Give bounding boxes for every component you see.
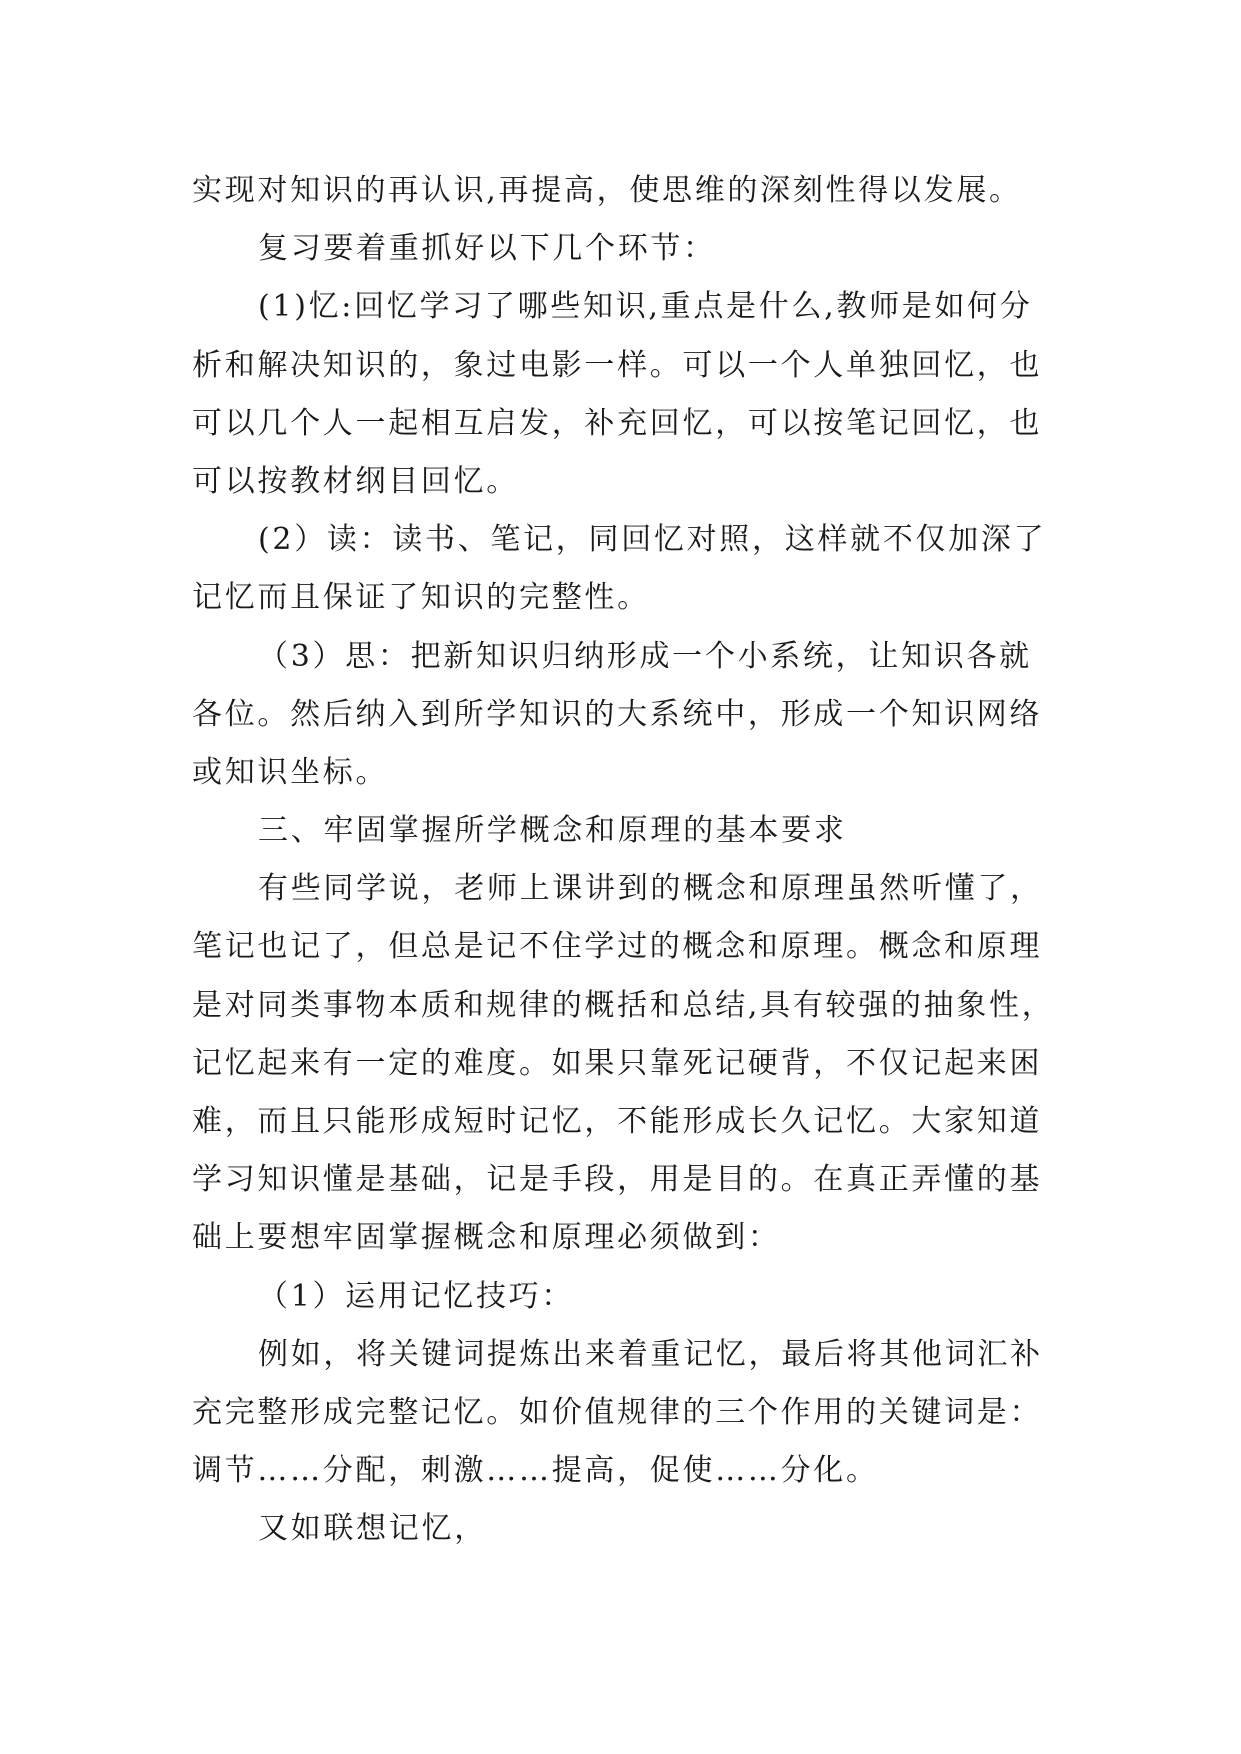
- text-line: 记忆而且保证了知识的完整性。: [192, 580, 650, 616]
- text-line: 可以几个人一起相互启发，补充回忆，可以按笔记回忆，也: [192, 405, 1043, 441]
- text-line: 笔记也记了，但总是记不住学过的概念和原理。概念和原理: [192, 929, 1043, 965]
- text-line: 学习知识懂是基础，记是手段，用是目的。在真正弄懂的基: [192, 1162, 1043, 1198]
- document-body: [192, 162, 1055, 1559]
- text-line: 例如，将关键词提炼出来着重记忆，最后将其他词汇补: [258, 1336, 1043, 1372]
- text-line: 记忆起来有一定的难度。如果只靠死记硬背，不仅记起来困: [192, 1045, 1043, 1081]
- text-line: （1）运用记忆技巧：: [258, 1278, 575, 1314]
- text-line: 或知识坐标。: [192, 754, 389, 790]
- text-line: 充完整形成完整记忆。如价值规律的三个作用的关键词是：: [192, 1394, 1043, 1430]
- text-line: 可以按教材纲目回忆。: [192, 463, 519, 499]
- text-line: 复习要着重抓好以下几个环节：: [258, 231, 716, 267]
- text-line: (2）读：读书、笔记，同回忆对照，这样就不仅加深了: [258, 522, 1047, 558]
- text-line: 调节……分配，刺激……提高，促使……分化。: [192, 1453, 879, 1489]
- section-heading: 三、牢固掌握所学概念和原理的基本要求: [258, 813, 847, 849]
- text-line: 析和解决知识的，象过电影一样。可以一个人单独回忆，也: [192, 347, 1043, 383]
- text-line: 各位。然后纳入到所学知识的大系统中，形成一个知识网络: [192, 696, 1043, 732]
- text-line: （3）思：把新知识归纳形成一个小系统，让知识各就: [258, 638, 1032, 674]
- text-line: 有些同学说，老师上课讲到的概念和原理虽然听懂了，: [258, 871, 1043, 907]
- text-line: 是对同类事物本质和规律的概括和总结,具有较强的抽象性，: [192, 987, 1055, 1023]
- text-line: 础上要想牢固掌握概念和原理必须做到：: [192, 1220, 781, 1256]
- text-line: 难，而且只能形成短时记忆，不能形成长久记忆。大家知道: [192, 1104, 1043, 1139]
- text-line: (1)忆:回忆学习了哪些知识,重点是什么,教师是如何分: [258, 289, 1033, 325]
- text-line: 又如联想记忆，: [258, 1511, 487, 1547]
- text-line: 实现对知识的再认识,再提高，使思维的深刻性得以发展。: [192, 173, 1022, 208]
